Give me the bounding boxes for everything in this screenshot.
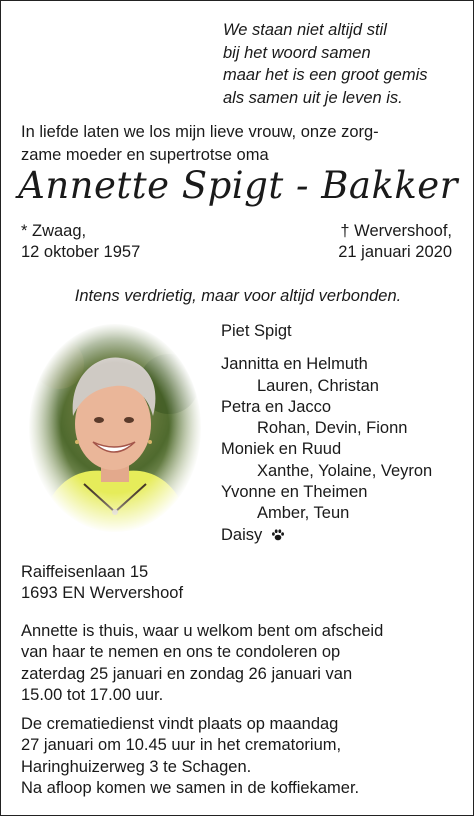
address-city: 1693 EN Wervershoof	[21, 584, 184, 602]
deceased-name: Annette Spigt - Bakker	[18, 164, 458, 207]
death-info	[338, 221, 452, 263]
poem-line: als samen uit je leven is.	[223, 88, 403, 107]
intro-text	[21, 121, 461, 166]
motto: Intens verdrietig, maar voor altijd verbonden.	[74, 287, 402, 305]
spouse-name: Piet Spigt	[221, 322, 292, 340]
visiting-line: 15.00 tot 17.00 uur.	[21, 685, 164, 704]
home-address	[21, 562, 183, 604]
paw-print-icon	[271, 527, 285, 548]
birth-place: * Zwaag,	[21, 222, 87, 240]
family-line: Petra en Jacco	[221, 397, 332, 416]
portrait-illustration	[29, 324, 201, 532]
birth-date: 12 oktober 1957	[21, 243, 141, 261]
birth-info	[21, 221, 140, 263]
grandchildren-line: Lauren, Christan	[257, 376, 379, 395]
visiting-line: van haar te nemen en ons te condoleren op	[21, 643, 341, 662]
service-line: 27 januari om 10.45 uur in het crematorium,	[21, 736, 342, 755]
visiting-line: zaterdag 25 januari en zondag 26 januari van	[21, 664, 353, 683]
intro-line: zame moeder en supertrotse oma	[21, 145, 269, 164]
visiting-info	[21, 621, 461, 706]
spacer	[221, 342, 432, 354]
death-date: 21 januari 2020	[338, 243, 452, 261]
address-street: Raiffeisenlaan 15	[21, 563, 149, 581]
service-line: De crematiedienst vindt plaats op maandag	[21, 715, 339, 733]
family-line: Yvonne en Theimen	[221, 483, 368, 502]
family-line: Moniek en Ruud	[221, 440, 342, 459]
poem	[223, 19, 468, 109]
poem-line: bij het woord samen	[223, 43, 371, 62]
grandchildren-line: Amber, Teun	[257, 504, 350, 523]
family-list	[221, 321, 432, 548]
pet-line	[221, 525, 432, 548]
family-line: Jannitta en Helmuth	[221, 355, 368, 374]
grandchildren-line: Rohan, Devin, Fionn	[257, 419, 408, 438]
grandchildren-line: Xanthe, Yolaine, Veyron	[257, 461, 433, 480]
service-info	[21, 714, 461, 799]
service-line: Na afloop komen we samen in de koffiekamer.	[21, 778, 360, 797]
service-line: Haringhuizerweg 3 te Schagen.	[21, 757, 252, 776]
pet-name: Daisy	[221, 525, 263, 544]
death-place: † Wervershoof,	[340, 222, 452, 240]
poem-line: We staan niet altijd stil	[223, 21, 387, 39]
visiting-line: Annette is thuis, waar u welkom bent om afscheid	[21, 622, 384, 640]
intro-line: In liefde laten we los mijn lieve vrouw, onze zorg-	[21, 123, 379, 141]
poem-line: maar het is een groot gemis	[223, 66, 428, 84]
portrait-photo	[29, 324, 201, 532]
